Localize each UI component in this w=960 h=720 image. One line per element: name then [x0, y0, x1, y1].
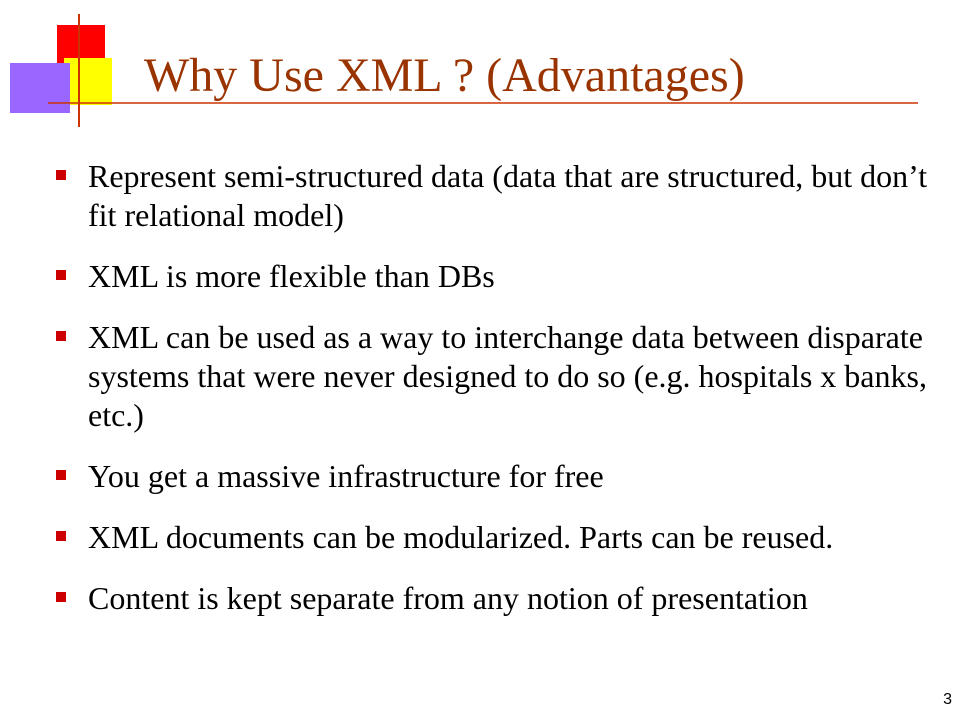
bullet-text: Represent semi-structured data (data that are structured, but don’t fit relational model) — [88, 158, 928, 233]
square-bullet-icon — [56, 270, 66, 280]
yellow-square — [64, 58, 112, 105]
bullet-item — [56, 318, 936, 435]
square-bullet-icon — [56, 592, 66, 602]
bullet-text: You get a massive infrastructure for free — [88, 458, 604, 494]
square-bullet-icon — [56, 470, 66, 480]
bullet-text: Content is kept separate from any notion of presentation — [88, 580, 808, 616]
page-number: 3 — [943, 691, 952, 708]
bullet-item — [56, 457, 936, 496]
bullet-item — [56, 157, 936, 235]
square-bullet-icon — [56, 331, 66, 341]
square-bullet-icon — [56, 170, 66, 180]
bullet-item — [56, 257, 936, 296]
violet-square — [10, 63, 70, 113]
bullet-text: XML can be used as a way to interchange data between disparate systems that were never designed to do so (e.g. hospitals x banks, etc.) — [88, 319, 927, 433]
bullet-item — [56, 579, 936, 618]
slide-title: Why Use XML ? (Advantages) — [144, 49, 745, 102]
bullet-text: XML is more flexible than DBs — [88, 258, 495, 294]
square-bullet-icon — [56, 531, 66, 541]
bullet-item — [56, 518, 936, 557]
bullet-list — [56, 157, 936, 640]
bullet-text: XML documents can be modularized. Parts can be reused. — [88, 519, 834, 555]
